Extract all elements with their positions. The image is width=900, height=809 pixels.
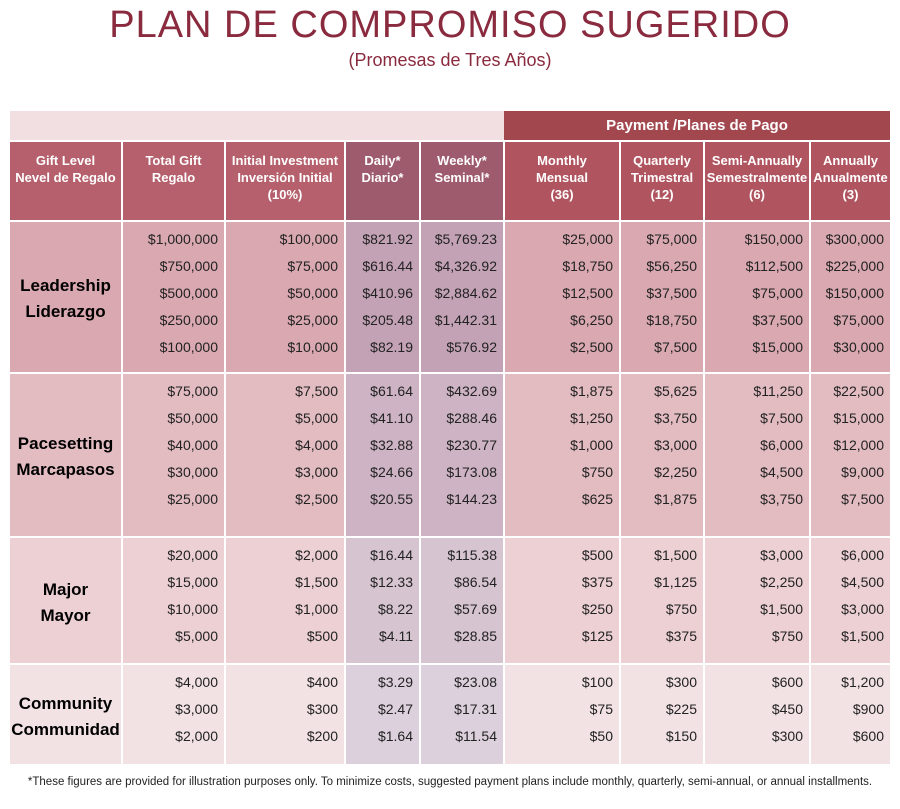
amount-column-daily [345, 373, 420, 537]
amount-column-daily [345, 664, 420, 764]
gift-level-name: Major [42, 579, 89, 599]
gift-level-name: Liderazgo [25, 302, 106, 321]
amount-value: $16.44 [370, 547, 413, 563]
amount-value: $821.92 [362, 231, 413, 247]
amount-value: $115.38 [447, 547, 497, 563]
amount-value: $4,500 [760, 464, 803, 480]
amount-value: $500 [581, 547, 613, 563]
column-header-weekly [420, 141, 504, 221]
amount-value: $1,000 [570, 437, 613, 453]
amount-value: $10,000 [287, 339, 338, 355]
amount-value: $2,500 [295, 491, 338, 507]
gift-level-label [10, 221, 122, 373]
page-subtitle: (Promesas de Tres Años) [348, 50, 552, 70]
column-header-gift-level [10, 141, 122, 221]
amount-value: $25,000 [562, 231, 613, 247]
amount-value: $3,000 [295, 464, 338, 480]
amount-value: $2,000 [295, 547, 338, 563]
amount-value: $6,000 [760, 437, 803, 453]
amount-value: $750 [771, 628, 803, 644]
amount-value: $37,500 [646, 285, 697, 301]
amount-value: $250,000 [159, 312, 218, 328]
gift-level-name: Community [18, 693, 113, 713]
column-header-total-gift [122, 141, 225, 221]
amount-value: $11,250 [753, 383, 803, 399]
amount-column-daily [345, 537, 420, 664]
column-header-monthly [504, 141, 620, 221]
amount-value: $375 [581, 574, 613, 590]
column-header-line: (10%) [267, 187, 303, 202]
amount-value: $75,000 [167, 383, 218, 399]
footnote: *These figures are provided for illustration purposes only. To minimize costs, suggested payment plans include monthly, quarterly, semi-annual, or annual installments. [27, 776, 873, 788]
amount-value: $57.69 [454, 601, 497, 617]
amount-column-weekly [420, 537, 504, 664]
amount-column-semi-annually [704, 221, 810, 373]
column-header-line: Quarterly [633, 153, 691, 168]
amount-value: $288.46 [446, 410, 497, 426]
amount-value: $125 [581, 628, 613, 644]
amount-value: $2,000 [175, 728, 218, 744]
amount-value: $10,000 [167, 601, 218, 617]
amount-column-initial-investment [225, 221, 345, 373]
gift-level-label [10, 664, 122, 764]
column-header-line: Weekly* [437, 153, 487, 168]
amount-value: $86.54 [454, 574, 497, 590]
column-header-line: Daily* [364, 153, 401, 168]
amount-column-initial-investment [225, 537, 345, 664]
column-header-line: Semi-Annually [711, 153, 803, 168]
amount-value: $30,000 [167, 464, 218, 480]
amount-value: $5,000 [175, 628, 218, 644]
amount-value: $500 [306, 628, 338, 644]
amount-value: $2,884.62 [434, 285, 497, 301]
amount-column-annually [810, 373, 890, 537]
amount-value: $5,000 [295, 410, 338, 426]
amount-value: $1,200 [841, 674, 884, 690]
amount-value: $30,000 [833, 339, 884, 355]
amount-value: $12,500 [562, 285, 613, 301]
amount-value: $2,250 [760, 574, 803, 590]
amount-value: $1,875 [570, 383, 613, 399]
gift-level-label [10, 373, 122, 537]
payment-header: Payment /Planes de Pago [504, 111, 890, 141]
amount-value: $15,000 [167, 574, 218, 590]
amount-value: $230.77 [446, 437, 497, 453]
column-header-line: Nevel de Regalo [15, 170, 116, 185]
amount-value: $1,500 [841, 628, 884, 644]
gift-level-name: Marcapasos [16, 460, 115, 479]
gift-level-label [10, 537, 122, 664]
amount-value: $200 [306, 728, 338, 744]
amount-value: $75,000 [833, 312, 884, 328]
column-header-line: (36) [550, 187, 574, 202]
amount-column-monthly [504, 221, 620, 373]
amount-value: $3,750 [760, 491, 803, 507]
amount-value: $300,000 [825, 231, 884, 247]
column-header-line: Gift Level [35, 153, 96, 168]
amount-value: $500,000 [159, 285, 218, 301]
amount-column-weekly [420, 373, 504, 537]
amount-value: $112,500 [745, 258, 803, 274]
amount-value: $82.19 [370, 339, 413, 355]
amount-value: $15,000 [833, 410, 884, 426]
column-header-line: (3) [842, 187, 859, 202]
amount-value: $150,000 [825, 285, 884, 301]
amount-value: $37,500 [752, 312, 803, 328]
amount-value: $400 [306, 674, 338, 690]
amount-value: $375 [665, 628, 697, 644]
amount-column-quarterly [620, 664, 704, 764]
gift-level-group [10, 373, 890, 537]
amount-value: $41.10 [370, 410, 413, 426]
amount-value: $75,000 [752, 285, 803, 301]
amount-value: $3,000 [175, 701, 218, 717]
gift-level-group [10, 537, 890, 664]
pledge-table [10, 111, 890, 764]
amount-value: $450 [771, 701, 803, 717]
column-header-line: Monthly [537, 153, 587, 168]
amount-value: $150 [665, 728, 697, 744]
amount-value: $18,750 [562, 258, 613, 274]
column-header-line: (12) [650, 187, 674, 202]
amount-value: $410.96 [362, 285, 413, 301]
amount-value: $300 [665, 674, 697, 690]
amount-column-annually [810, 221, 890, 373]
amount-value: $56,250 [646, 258, 697, 274]
gift-level-name: Communidad [11, 719, 120, 739]
column-header-line: Total Gift [145, 153, 202, 168]
amount-value: $40,000 [167, 437, 218, 453]
amount-value: $50,000 [167, 410, 218, 426]
column-header-line: Regalo [151, 170, 196, 185]
gift-level-group [10, 664, 890, 764]
amount-value: $2,250 [654, 464, 697, 480]
amount-value: $616.44 [362, 258, 413, 274]
column-header-line: Mensual [535, 170, 588, 185]
amount-value: $23.08 [454, 674, 497, 690]
amount-value: $32.88 [370, 437, 413, 453]
amount-value: $150,000 [744, 231, 803, 247]
gift-level-group [10, 221, 890, 373]
amount-column-annually [810, 664, 890, 764]
column-header-line: Diario* [361, 170, 404, 185]
amount-value: $3.29 [377, 674, 413, 690]
amount-value: $75 [589, 701, 613, 717]
column-header-line: Annually [823, 153, 878, 168]
amount-value: $50 [589, 728, 613, 744]
amount-value: $1.64 [377, 728, 413, 744]
amount-value: $300 [771, 728, 803, 744]
amount-value: $75,000 [646, 231, 697, 247]
amount-value: $750 [581, 464, 613, 480]
amount-column-quarterly [620, 373, 704, 537]
amount-value: $12,000 [833, 437, 884, 453]
amount-value: $1,250 [570, 410, 613, 426]
amount-value: $5,625 [654, 383, 697, 399]
amount-value: $11.54 [455, 728, 497, 744]
column-header-quarterly [620, 141, 704, 221]
gift-level-name: Leadership [20, 276, 111, 295]
amount-value: $7,500 [760, 410, 803, 426]
amount-value: $3,000 [760, 547, 803, 563]
amount-column-weekly [420, 664, 504, 764]
amount-value: $1,500 [295, 574, 338, 590]
amount-value: $625 [581, 491, 613, 507]
amount-column-quarterly [620, 221, 704, 373]
amount-value: $576.92 [446, 339, 497, 355]
amount-value: $1,125 [654, 574, 697, 590]
column-header-semi-annually [704, 141, 810, 221]
amount-value: $4,326.92 [434, 258, 497, 274]
column-header-daily [345, 141, 420, 221]
amount-column-quarterly [620, 537, 704, 664]
amount-column-total-gift [122, 221, 225, 373]
amount-value: $432.69 [446, 383, 497, 399]
amount-value: $7,500 [841, 491, 884, 507]
amount-value: $8.22 [377, 601, 413, 617]
column-header-line: Inversión Initial [237, 170, 333, 185]
amount-value: $225 [665, 701, 697, 717]
amount-value: $1,500 [760, 601, 803, 617]
amount-value: $600 [771, 674, 803, 690]
amount-value: $2.47 [377, 701, 413, 717]
amount-value: $100,000 [159, 339, 218, 355]
amount-value: $4,500 [841, 574, 884, 590]
column-header-line: Trimestral [630, 170, 694, 185]
amount-value: $1,442.31 [434, 312, 497, 328]
amount-column-monthly [504, 537, 620, 664]
amount-value: $25,000 [287, 312, 338, 328]
amount-column-total-gift [122, 537, 225, 664]
amount-value: $6,000 [841, 547, 884, 563]
amount-value: $3,750 [654, 410, 697, 426]
amount-value: $1,875 [654, 491, 697, 507]
amount-value: $100,000 [279, 231, 338, 247]
amount-value: $250 [581, 601, 613, 617]
amount-value: $61.64 [370, 383, 413, 399]
amount-column-semi-annually [704, 373, 810, 537]
column-header-line: Initial Investment [231, 153, 339, 168]
column-header-annually [810, 141, 890, 221]
amount-value: $20,000 [167, 547, 218, 563]
amount-value: $205.48 [362, 312, 413, 328]
amount-value: $225,000 [825, 258, 884, 274]
amount-value: $28.85 [454, 628, 497, 644]
amount-value: $6,250 [570, 312, 613, 328]
amount-value: $25,000 [167, 491, 218, 507]
amount-value: $144.23 [446, 491, 497, 507]
amount-value: $100 [581, 674, 613, 690]
amount-column-total-gift [122, 664, 225, 764]
amount-value: $17.31 [454, 701, 497, 717]
amount-value: $24.66 [370, 464, 413, 480]
amount-value: $300 [306, 701, 338, 717]
amount-column-semi-annually [704, 537, 810, 664]
column-header-line: Semestralmente [706, 170, 808, 185]
amount-value: $15,000 [752, 339, 803, 355]
amount-column-weekly [420, 221, 504, 373]
amount-value: $750,000 [159, 258, 218, 274]
amount-value: $600 [852, 728, 884, 744]
amount-value: $900 [852, 701, 884, 717]
amount-value: $4,000 [295, 437, 338, 453]
amount-column-annually [810, 537, 890, 664]
column-header-line: (6) [749, 187, 765, 202]
header-spacer [10, 111, 504, 141]
amount-value: $750 [665, 601, 697, 617]
amount-column-daily [345, 221, 420, 373]
amount-value: $1,000,000 [147, 231, 218, 247]
amount-column-total-gift [122, 373, 225, 537]
amount-value: $5,769.23 [434, 231, 497, 247]
amount-value: $75,000 [287, 258, 338, 274]
column-header-line: Anualmente [813, 170, 888, 185]
amount-value: $9,000 [841, 464, 884, 480]
amount-value: $18,750 [646, 312, 697, 328]
gift-level-name: Pacesetting [17, 434, 114, 453]
gift-level-name: Mayor [40, 605, 91, 625]
amount-value: $20.55 [370, 491, 413, 507]
column-header-line: Seminal* [434, 170, 490, 185]
column-header-row [10, 141, 890, 221]
amount-value: $7,500 [654, 339, 697, 355]
amount-value: $2,500 [570, 339, 613, 355]
amount-column-initial-investment [225, 373, 345, 537]
amount-value: $12.33 [370, 574, 413, 590]
amount-column-initial-investment [225, 664, 345, 764]
amount-value: $1,000 [295, 601, 338, 617]
amount-column-monthly [504, 664, 620, 764]
amount-value: $4,000 [175, 674, 218, 690]
amount-value: $4.11 [379, 628, 413, 644]
amount-value: $3,000 [654, 437, 697, 453]
page-title: PLAN DE COMPROMISO SUGERIDO [109, 4, 791, 46]
amount-value: $22,500 [833, 383, 884, 399]
amount-column-semi-annually [704, 664, 810, 764]
amount-value: $3,000 [841, 601, 884, 617]
column-header-initial-investment [225, 141, 345, 221]
amount-value: $50,000 [287, 285, 338, 301]
amount-value: $7,500 [295, 383, 338, 399]
amount-value: $1,500 [654, 547, 697, 563]
amount-value: $173.08 [446, 464, 497, 480]
amount-column-monthly [504, 373, 620, 537]
